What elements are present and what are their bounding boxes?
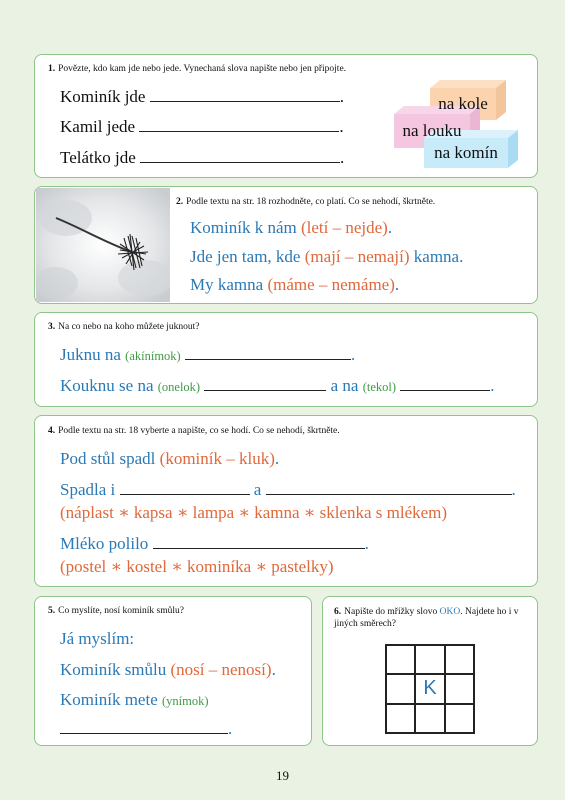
ex3-line-2: Kouknu se na (onelok) a na (tekol) .	[60, 376, 495, 395]
choice-pair[interactable]: (letí – nejde)	[300, 218, 388, 237]
ex5-line-3: Kominík mete (ynímok)	[60, 690, 209, 709]
word-block-na-louku: na louku	[402, 121, 462, 140]
ex4-line-3: Mléko polilo .	[60, 534, 369, 553]
chimney-brush-illustration	[36, 188, 170, 302]
grid-cell[interactable]	[445, 645, 474, 674]
ex1-line-3: Telátko jde .	[60, 148, 345, 167]
choice-pair[interactable]: (nosí – nenosí)	[170, 660, 272, 679]
answer-blank[interactable]	[266, 480, 512, 495]
letter-grid	[385, 644, 475, 734]
page-number: 19	[276, 768, 289, 783]
ex4-options-1: (náplast ∗ kapsa ∗ lampa ∗ kamna ∗ sklenka s mlékem)	[60, 503, 448, 522]
ex5-line-1: Já myslím:	[60, 629, 135, 648]
answer-blank[interactable]	[153, 534, 365, 549]
answer-blank[interactable]	[120, 480, 250, 495]
ex5-line-4: .	[60, 719, 232, 739]
word-block-na-kole: na kole	[438, 94, 488, 113]
choice-pair[interactable]: (máme – nemáme)	[267, 275, 395, 294]
answer-blank[interactable]	[140, 148, 340, 163]
grid-cell[interactable]	[415, 704, 444, 733]
ex4-options-2: (postel ∗ kostel ∗ kominíka ∗ pastelky)	[60, 557, 334, 576]
grid-cell-center[interactable]: K	[415, 674, 444, 703]
answer-blank[interactable]	[204, 376, 326, 391]
ex2-line-3: My kamna (máme – nemáme).	[190, 275, 400, 294]
grid-cell[interactable]	[445, 674, 474, 703]
grid-cell[interactable]	[386, 704, 415, 733]
ex4-line-2: Spadla i a .	[60, 480, 516, 499]
exercise-6-instruction: 6. Napište do mřížky slovo OKO. Najdete ho i v jiných směrech?	[334, 607, 519, 629]
grid-cell[interactable]	[386, 674, 415, 703]
word-block-na-komin: na komín	[434, 143, 498, 162]
answer-blank[interactable]	[60, 719, 228, 734]
exercise-3-instruction: 3. Na co nebo na koho můžete juknout?	[48, 322, 200, 332]
answer-blank[interactable]	[400, 376, 490, 391]
answer-blank[interactable]	[185, 345, 351, 360]
ex3-line-1: Juknu na (akínímok) .	[60, 345, 356, 364]
grid-cell[interactable]	[415, 645, 444, 674]
ex2-line-2: Jde jen tam, kde (mají – nemají) kamna.	[190, 247, 464, 266]
answer-blank[interactable]	[139, 117, 339, 132]
ex5-line-2: Kominík smůlu (nosí – nenosí).	[60, 660, 276, 679]
ex1-line-2: Kamil jede .	[60, 117, 344, 136]
exercise-2-instruction: 2. Podle textu na str. 18 rozhodněte, co platí. Co se nehodí, škrtněte.	[176, 197, 436, 207]
exercise-4-instruction: 4. Podle textu na str. 18 vyberte a napište, co se hodí. Co se nehodí, škrtněte.	[48, 426, 340, 436]
exercise-5-instruction: 5. Co myslíte, nosí kominík smůlu?	[48, 606, 185, 616]
exercise-1-instruction: 1. Povězte, kdo kam jde nebo jede. Vynechaná slova napište nebo jen připojte.	[48, 64, 347, 74]
answer-blank[interactable]	[150, 87, 340, 102]
ex1-line-1: Kominík jde .	[60, 87, 344, 106]
choice-pair[interactable]: (kominík – kluk)	[159, 449, 275, 468]
ex4-line-1: Pod stůl spadl (kominík – kluk).	[60, 449, 280, 468]
choice-pair[interactable]: (mají – nemají)	[304, 247, 410, 266]
ex2-line-1: Kominík k nám (letí – nejde).	[190, 218, 393, 237]
grid-cell[interactable]	[445, 704, 474, 733]
grid-cell[interactable]	[386, 645, 415, 674]
